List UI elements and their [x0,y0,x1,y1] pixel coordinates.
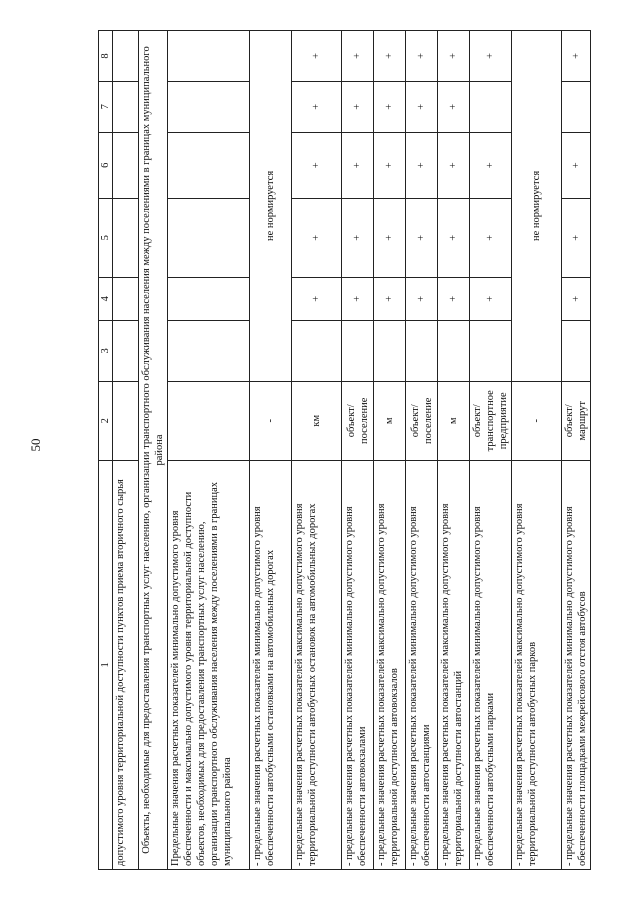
plus-mark: + [470,31,512,82]
plus-mark: + [438,81,470,132]
col-header: 5 [99,198,113,277]
plus-mark: + [374,277,406,320]
col-header: 1 [99,460,113,869]
row-unit: м [374,381,406,460]
table-header-row [99,31,113,870]
row-label: - предельные значения расчетных показателей максимально допустимого уровня территориальной доступности автовокзалов [374,460,406,869]
row-unit: км [292,381,342,460]
table-row [292,31,342,870]
plus-mark [470,81,512,132]
not-normalized-text: не нормируется [250,31,292,382]
row-label: - предельные значения расчетных показателей минимально допустимого уровня обеспеченности автостанциями [406,460,438,869]
row-label: - предельные значения расчетных показателей максимально допустимого уровня территориальной доступности автобусных остановок на автомобильных дорогах [292,460,342,869]
plus-mark: + [562,277,591,320]
plus-mark: + [374,81,406,132]
plus-mark: + [342,198,374,277]
table-region [98,30,586,870]
row-unit: - [250,381,292,460]
not-normalized-text: не нормируется [512,31,562,382]
row-label: - предельные значения расчетных показателей максимально допустимого уровня территориальной доступности автостанций [438,460,470,869]
plus-mark: + [342,81,374,132]
plus-mark: + [406,277,438,320]
col-header: 3 [99,320,113,381]
standards-table [98,30,591,870]
col-header: 4 [99,277,113,320]
plus-mark: + [342,31,374,82]
col-header: 7 [99,81,113,132]
rotated-table-container [98,30,586,870]
table-row [168,31,250,870]
page-number: 50 [28,438,43,452]
plus-mark: + [406,81,438,132]
plus-mark: + [292,277,342,320]
plus-mark: + [562,31,591,82]
plus-mark: + [562,132,591,198]
table-row [250,31,292,870]
section-row [139,31,168,870]
table-row [374,31,406,870]
row-unit: м [438,381,470,460]
plus-mark: + [438,198,470,277]
plus-mark: + [438,277,470,320]
table-row [342,31,374,870]
row-label: - предельные значения расчетных показателей минимально допустимого уровня обеспеченности автобусными парками [470,460,512,869]
plus-mark: + [292,132,342,198]
plus-mark: + [292,31,342,82]
table-row [512,31,562,870]
row-label: - предельные значения расчетных показателей минимально допустимого уровня обеспеченности автобусными остановками на автомобильных дорогах [250,460,292,869]
plus-mark: + [292,81,342,132]
table-row [406,31,438,870]
col-header: 2 [99,381,113,460]
plus-mark: + [342,132,374,198]
table-row [470,31,512,870]
table-row [562,31,591,870]
plus-mark: + [438,31,470,82]
plus-mark: + [470,277,512,320]
row-unit: - [512,381,562,460]
section-title: Объекты, необходимые для предоставления транспортных услуг населению, организации транспортного обслуживания населения между поселениями в границах муниципального района [139,31,168,870]
row-label: Предельные значения расчетных показателей минимально допустимого уровня обеспеченности и максимально допустимого уровня территориальной доступности объектов, необходимых для предоставления транспортных услуг населению, организации транспортного обслуживания населения между поселениями в границах муниципального района [168,460,250,869]
row-label: допустимого уровня территориальной доступности пунктов приема вторичного сырья [113,460,139,869]
col-header: 6 [99,132,113,198]
row-label: - предельные значения расчетных показателей максимально допустимого уровня территориальной доступности автобусных парков [512,460,562,869]
table-row [113,31,139,870]
row-unit: объект/ поселение [342,381,374,460]
col-header: 8 [99,31,113,82]
plus-mark: + [406,132,438,198]
plus-mark: + [438,132,470,198]
row-label: - предельные значения расчетных показателей минимально допустимого уровня обеспеченности автовокзалами [342,460,374,869]
row-label: - предельные значения расчетных показателей минимально допустимого уровня обеспеченности площадками межрейсового отстоя автобусов [562,460,591,869]
plus-mark: + [292,198,342,277]
table-row [438,31,470,870]
plus-mark: + [374,132,406,198]
plus-mark: + [470,198,512,277]
row-unit: объект/ маршрут [562,381,591,460]
plus-mark: + [406,198,438,277]
row-unit: объект/ поселение [406,381,438,460]
plus-mark: + [406,31,438,82]
plus-mark: + [470,132,512,198]
plus-mark: + [374,31,406,82]
plus-mark: + [562,198,591,277]
plus-mark: + [374,198,406,277]
plus-mark: + [342,277,374,320]
row-unit: объект/ транспортное предприятие [470,381,512,460]
plus-mark [562,81,591,132]
